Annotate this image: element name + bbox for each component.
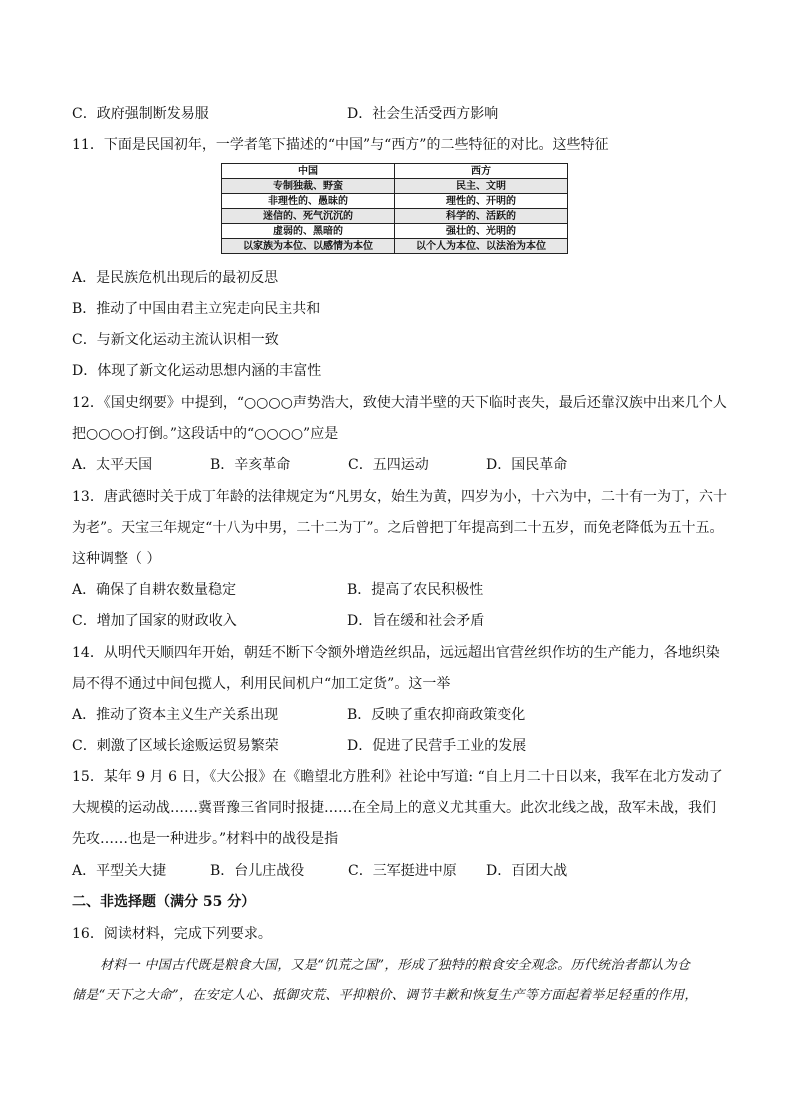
table-cell: 理性的、开明的 — [395, 194, 568, 209]
q14-line-2: 局不得不通过中间包揽人，利用民间机户“加工定货”。这一举 — [72, 676, 451, 692]
q13-line-1: 13．唐武德时关于成丁年龄的法律规定为“凡男女，始生为黄，四岁为小，十六为中，二十有一为丁，六十 — [72, 489, 727, 505]
q13-line-2: 为老”。天宝三年规定“十八为中男，二十二为丁”。之后曾把丁年提高到二十五岁，而免老降低为五十五。 — [72, 520, 724, 536]
q12-options — [72, 455, 567, 475]
q15-line-1: 15．某年 9 月 6 日，《大公报》在《瞻望北方胜利》社论中写道: “自上月二十日以来，我军在北方发动了 — [72, 769, 723, 785]
q13-line-3: 这种调整（ ） — [72, 551, 161, 567]
q15-option-b: B．台儿庄战役 — [210, 863, 305, 879]
q12-option-a: A．太平天国 — [72, 457, 153, 473]
q11-option-b: B．推动了中国由君主立宪走向民主共和 — [72, 301, 321, 317]
q12-option-b: B．辛亥革命 — [210, 457, 291, 473]
q12-line-1: 12．《国史纲要》中提到，“○○○○声势浩大，致使大清半壁的天下临时丧失，最后还靠汉族中出来几个人 — [72, 395, 727, 411]
q11-comparison-table — [221, 163, 568, 254]
table-cell: 强壮的、光明的 — [395, 224, 568, 239]
q10-option-c: C．政府强制断发易服 — [72, 106, 209, 122]
q12-line-2: 把○○○○打倒。”这段话中的“○○○○”应是 — [72, 426, 339, 442]
q16-material-line-2: 储是“天下之大命”，在安定人心、抵御灾荒、平抑粮价、调节丰歉和恢复生产等方面起着举足轻重的作用， — [72, 988, 698, 1003]
table-cell: 以家族为本位、以感情为本位 — [222, 239, 395, 254]
q13-option-c: C．增加了国家的财政收入 — [72, 613, 237, 629]
q13-option-b: B．提高了农民积极性 — [347, 582, 484, 598]
q13-option-a: A．确保了自耕农数量稳定 — [72, 582, 237, 598]
q11-stem: 11．下面是民国初年，一学者笔下描述的“中国”与“西方”的二些特征的对比。这些特征 — [72, 137, 609, 153]
q14-option-b: B．反映了重农抑商政策变化 — [347, 707, 526, 723]
table-row — [222, 179, 568, 194]
q14-option-d: D．促进了民营手工业的发展 — [347, 738, 527, 754]
table-cell: 迷信的、死气沉沉的 — [222, 209, 395, 224]
q16-stem: 16．阅读材料，完成下列要求。 — [72, 926, 272, 942]
table-header-west: 西方 — [395, 164, 568, 179]
q11-option-d: D．体现了新文化运动思想内涵的丰富性 — [72, 363, 322, 379]
table-cell: 民主、文明 — [395, 179, 568, 194]
q15-line-2: 大规模的运动战……冀晋豫三省同时报捷……在全局上的意义尤其重大。此次北线之战，敌军未战，我们 — [72, 800, 716, 816]
table-cell: 非理性的、愚昧的 — [222, 194, 395, 209]
table-row — [222, 209, 568, 224]
q11-option-a: A．是民族危机出现后的最初反思 — [72, 270, 279, 286]
table-row — [222, 194, 568, 209]
q14-line-1: 14．从明代天顺四年开始，朝廷不断下令额外增造丝织品，远远超出官营丝织作坊的生产能力，各地织染 — [72, 645, 720, 661]
table-cell: 虚弱的、黑暗的 — [222, 224, 395, 239]
table-header-china: 中国 — [222, 164, 395, 179]
table-cell: 专制独裁、野蛮 — [222, 179, 395, 194]
q12-option-c: C．五四运动 — [348, 457, 429, 473]
q15-line-3: 先攻……也是一种进步。”材料中的战役是指 — [72, 831, 339, 847]
q13-option-d: D．旨在缓和社会矛盾 — [347, 613, 485, 629]
table-cell: 以个人为本位、以法治为本位 — [395, 239, 568, 254]
q16-material-line-1: 材料一 中国古代既是粮食大国，又是“饥荒之国”，形成了独特的粮食安全观念。历代统治者都认为仓 — [100, 958, 691, 973]
section-title: 二、非选择题（满分 55 分） — [72, 894, 256, 910]
q15-option-a: A．平型关大捷 — [72, 863, 167, 879]
q15-option-d: D．百团大战 — [486, 863, 568, 879]
table-row — [222, 239, 568, 254]
q14-option-a: A．推动了资本主义生产关系出现 — [72, 707, 279, 723]
q15-option-c: C．三军挺进中原 — [348, 863, 457, 879]
q12-option-d: D．国民革命 — [486, 457, 568, 473]
table-row — [222, 224, 568, 239]
q14-option-c: C．刺激了区域长途贩运贸易繁荣 — [72, 738, 279, 754]
table-cell: 科学的、活跃的 — [395, 209, 568, 224]
q10-option-d: D．社会生活受西方影响 — [347, 106, 499, 122]
q11-option-c: C．与新文化运动主流认识相一致 — [72, 332, 279, 348]
q15-options — [72, 861, 567, 881]
